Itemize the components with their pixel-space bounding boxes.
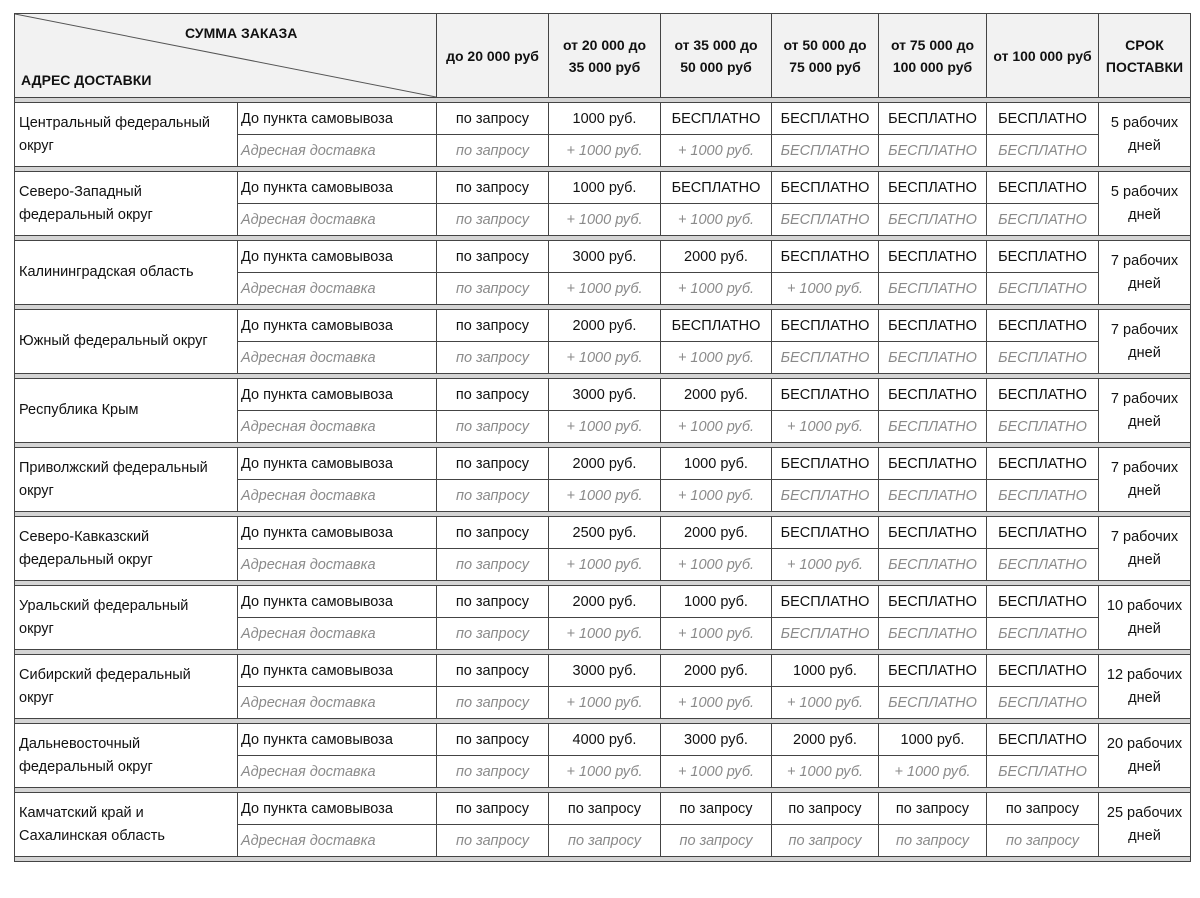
pickup-price-cell: по запросу	[437, 724, 549, 756]
column-header-line: от 75 000 до	[890, 36, 975, 53]
address-method-cell: Адресная доставка	[238, 480, 437, 512]
delivery-term-line: дней	[1128, 827, 1161, 844]
column-header-line: от 50 000 до	[783, 36, 867, 53]
region-name-line: Сибирский федеральный	[19, 666, 191, 683]
address-price-cell: БЕСПЛАТНО	[987, 480, 1099, 512]
address-price-cell: по запросу	[879, 825, 987, 857]
delivery-term-line: дней	[1128, 689, 1161, 706]
pickup-price-cell: 2000 руб.	[549, 586, 661, 618]
address-price-cell: + 1000 руб.	[661, 480, 772, 512]
region-cell	[15, 310, 238, 374]
delivery-term-cell	[1099, 655, 1191, 719]
pickup-price-cell: 2500 руб.	[549, 517, 661, 549]
address-method-cell: Адресная доставка	[238, 135, 437, 167]
address-price-cell: БЕСПЛАТНО	[879, 618, 987, 650]
address-price-cell: БЕСПЛАТНО	[987, 549, 1099, 581]
column-header-4	[879, 14, 987, 98]
delivery-term-line: дней	[1128, 275, 1161, 292]
pickup-price-cell: 1000 руб.	[549, 172, 661, 204]
address-price-cell: БЕСПЛАТНО	[987, 204, 1099, 236]
column-header-5	[987, 14, 1099, 98]
pickup-price-cell: по запросу	[661, 793, 772, 825]
pickup-method-cell: До пункта самовывоза	[238, 310, 437, 342]
pickup-price-cell: БЕСПЛАТНО	[987, 517, 1099, 549]
table-body	[15, 98, 1191, 862]
column-header-line: СРОК	[1125, 36, 1164, 53]
address-price-cell: по запросу	[437, 825, 549, 857]
table-row-pickup	[15, 379, 1191, 411]
address-method-cell: Адресная доставка	[238, 273, 437, 305]
table-row-pickup	[15, 586, 1191, 618]
address-price-cell: + 1000 руб.	[661, 549, 772, 581]
address-method-cell: Адресная доставка	[238, 825, 437, 857]
address-price-cell: + 1000 руб.	[772, 756, 879, 788]
pickup-price-cell: БЕСПЛАТНО	[772, 517, 879, 549]
address-price-cell: по запросу	[987, 825, 1099, 857]
pickup-price-cell: БЕСПЛАТНО	[772, 379, 879, 411]
pickup-price-cell: 2000 руб.	[661, 517, 772, 549]
separator-cell	[15, 857, 1191, 862]
pickup-price-cell: 2000 руб.	[772, 724, 879, 756]
address-price-cell: + 1000 руб.	[549, 342, 661, 374]
address-price-cell: + 1000 руб.	[549, 273, 661, 305]
pickup-price-cell: БЕСПЛАТНО	[879, 655, 987, 687]
table-row-pickup	[15, 448, 1191, 480]
address-price-cell: БЕСПЛАТНО	[987, 756, 1099, 788]
pickup-price-cell: 2000 руб.	[549, 310, 661, 342]
delivery-term-line: 20 рабочих	[1106, 735, 1183, 752]
delivery-term-cell	[1099, 448, 1191, 512]
delivery-term-line: дней	[1128, 620, 1161, 637]
pickup-price-cell: по запросу	[437, 310, 549, 342]
column-header-line: ПОСТАВКИ	[1105, 58, 1184, 75]
pickup-price-cell: 1000 руб.	[549, 103, 661, 135]
pickup-price-cell: 2000 руб.	[661, 241, 772, 273]
address-price-cell: БЕСПЛАТНО	[772, 480, 879, 512]
delivery-term-line: дней	[1128, 551, 1161, 568]
delivery-term-cell	[1099, 241, 1191, 305]
pickup-price-cell: БЕСПЛАТНО	[772, 448, 879, 480]
address-method-cell: Адресная доставка	[238, 618, 437, 650]
region-cell	[15, 103, 238, 167]
delivery-address-label: АДРЕС ДОСТАВКИ	[21, 72, 152, 88]
delivery-term-cell	[1099, 379, 1191, 443]
pickup-price-cell: БЕСПЛАТНО	[987, 379, 1099, 411]
pickup-price-cell: по запросу	[987, 793, 1099, 825]
address-price-cell: + 1000 руб.	[661, 273, 772, 305]
pickup-price-cell: 4000 руб.	[549, 724, 661, 756]
pickup-price-cell: 1000 руб.	[772, 655, 879, 687]
header-corner-cell	[15, 14, 437, 98]
region-cell	[15, 793, 238, 857]
pickup-method-cell: До пункта самовывоза	[238, 448, 437, 480]
region-name-line: Южный федеральный округ	[19, 333, 208, 349]
address-price-cell: + 1000 руб.	[772, 273, 879, 305]
address-price-cell: + 1000 руб.	[661, 756, 772, 788]
delivery-term-line: 7 рабочих	[1110, 459, 1179, 476]
region-name-line: округ	[19, 689, 54, 706]
pickup-method-cell: До пункта самовывоза	[238, 517, 437, 549]
region-name-line: федеральный округ	[19, 758, 153, 775]
pickup-price-cell: 1000 руб.	[661, 586, 772, 618]
header-row	[15, 14, 1191, 98]
delivery-term-line: 7 рабочих	[1110, 528, 1179, 545]
address-price-cell: + 1000 руб.	[549, 411, 661, 443]
pickup-price-cell: по запросу	[437, 448, 549, 480]
pickup-price-cell: 2000 руб.	[549, 448, 661, 480]
region-cell	[15, 241, 238, 305]
address-price-cell: по запросу	[437, 618, 549, 650]
address-price-cell: + 1000 руб.	[549, 687, 661, 719]
address-price-cell: БЕСПЛАТНО	[879, 342, 987, 374]
pickup-price-cell: БЕСПЛАТНО	[987, 586, 1099, 618]
address-price-cell: по запросу	[437, 480, 549, 512]
delivery-term-line: 10 рабочих	[1106, 597, 1183, 614]
column-header-line: от 20 000 до	[562, 36, 647, 53]
address-price-cell: + 1000 руб.	[661, 411, 772, 443]
region-name-line: Камчатский край и	[19, 804, 144, 821]
address-method-cell: Адресная доставка	[238, 204, 437, 236]
address-price-cell: по запросу	[437, 273, 549, 305]
region-cell	[15, 379, 238, 443]
address-price-cell: БЕСПЛАТНО	[987, 411, 1099, 443]
address-price-cell: БЕСПЛАТНО	[987, 273, 1099, 305]
pickup-method-cell: До пункта самовывоза	[238, 724, 437, 756]
region-name-line: округ	[19, 620, 54, 637]
delivery-term-cell	[1099, 310, 1191, 374]
region-name-line: Уральский федеральный	[19, 597, 189, 614]
region-cell	[15, 172, 238, 236]
region-cell	[15, 586, 238, 650]
pickup-price-cell: по запросу	[437, 172, 549, 204]
delivery-term-line: дней	[1128, 413, 1161, 430]
address-price-cell: БЕСПЛАТНО	[879, 687, 987, 719]
column-header-line: 35 000 руб	[568, 58, 641, 75]
table-row-pickup	[15, 310, 1191, 342]
delivery-term-line: дней	[1128, 344, 1161, 361]
pickup-price-cell: БЕСПЛАТНО	[879, 586, 987, 618]
pickup-price-cell: БЕСПЛАТНО	[987, 241, 1099, 273]
address-price-cell: БЕСПЛАТНО	[987, 618, 1099, 650]
address-price-cell: по запросу	[661, 825, 772, 857]
pickup-price-cell: по запросу	[437, 241, 549, 273]
address-method-cell: Адресная доставка	[238, 411, 437, 443]
address-price-cell: по запросу	[437, 687, 549, 719]
address-price-cell: + 1000 руб.	[549, 756, 661, 788]
address-price-cell: по запросу	[772, 825, 879, 857]
delivery-term-line: 7 рабочих	[1110, 390, 1179, 407]
address-price-cell: + 1000 руб.	[549, 549, 661, 581]
address-price-cell: + 1000 руб.	[772, 411, 879, 443]
address-price-cell: БЕСПЛАТНО	[772, 342, 879, 374]
pickup-price-cell: по запросу	[437, 655, 549, 687]
delivery-term-line: дней	[1128, 137, 1161, 154]
address-price-cell: + 1000 руб.	[661, 618, 772, 650]
pickup-price-cell: по запросу	[549, 793, 661, 825]
column-header-1	[549, 14, 661, 98]
region-name-line: федеральный округ	[19, 206, 153, 223]
address-price-cell: + 1000 руб.	[549, 204, 661, 236]
pickup-price-cell: по запросу	[772, 793, 879, 825]
address-price-cell: по запросу	[437, 204, 549, 236]
address-price-cell: + 1000 руб.	[661, 687, 772, 719]
region-name-line: Северо-Кавказский	[19, 528, 150, 545]
address-price-cell: БЕСПЛАТНО	[987, 135, 1099, 167]
pickup-price-cell: по запросу	[437, 586, 549, 618]
delivery-price-table-container	[14, 13, 1190, 862]
address-price-cell: по запросу	[437, 135, 549, 167]
address-price-cell: БЕСПЛАТНО	[772, 135, 879, 167]
pickup-method-cell: До пункта самовывоза	[238, 586, 437, 618]
delivery-term-line: 5 рабочих	[1110, 183, 1179, 200]
pickup-price-cell: по запросу	[437, 793, 549, 825]
address-price-cell: + 1000 руб.	[549, 135, 661, 167]
delivery-term-line: 12 рабочих	[1106, 666, 1183, 683]
address-price-cell: БЕСПЛАТНО	[879, 273, 987, 305]
region-name-line: Северо-Западный	[19, 183, 142, 200]
pickup-price-cell: 2000 руб.	[661, 655, 772, 687]
table-row-pickup	[15, 517, 1191, 549]
pickup-price-cell: по запросу	[437, 379, 549, 411]
order-sum-label: СУММА ЗАКАЗА	[185, 25, 298, 41]
pickup-price-cell: по запросу	[437, 517, 549, 549]
pickup-price-cell: БЕСПЛАТНО	[987, 448, 1099, 480]
column-header-line: 50 000 руб	[680, 58, 752, 75]
address-price-cell: БЕСПЛАТНО	[772, 618, 879, 650]
pickup-price-cell: 1000 руб.	[661, 448, 772, 480]
column-header-line: от 35 000 до	[674, 36, 758, 53]
pickup-price-cell: БЕСПЛАТНО	[879, 310, 987, 342]
pickup-price-cell: 2000 руб.	[661, 379, 772, 411]
column-header-3	[772, 14, 879, 98]
address-price-cell: БЕСПЛАТНО	[987, 342, 1099, 374]
address-method-cell: Адресная доставка	[238, 549, 437, 581]
column-header-line: 100 000 руб	[892, 58, 973, 75]
region-name-line: Сахалинская область	[19, 827, 165, 844]
pickup-price-cell: БЕСПЛАТНО	[772, 172, 879, 204]
pickup-price-cell: БЕСПЛАТНО	[879, 172, 987, 204]
address-price-cell: БЕСПЛАТНО	[987, 687, 1099, 719]
table-row-pickup	[15, 103, 1191, 135]
pickup-price-cell: БЕСПЛАТНО	[987, 310, 1099, 342]
pickup-price-cell: 3000 руб.	[549, 379, 661, 411]
pickup-method-cell: До пункта самовывоза	[238, 655, 437, 687]
column-header-line: от 100 000 руб	[993, 47, 1092, 64]
address-price-cell: + 1000 руб.	[879, 756, 987, 788]
delivery-term-line: дней	[1128, 758, 1161, 775]
pickup-price-cell: БЕСПЛАТНО	[987, 724, 1099, 756]
region-name-line: Центральный федеральный	[19, 114, 211, 131]
region-name-line: округ	[19, 137, 54, 154]
pickup-method-cell: До пункта самовывоза	[238, 241, 437, 273]
pickup-price-cell: БЕСПЛАТНО	[987, 172, 1099, 204]
delivery-term-line: 7 рабочих	[1110, 252, 1179, 269]
pickup-price-cell: по запросу	[879, 793, 987, 825]
table-row-pickup	[15, 724, 1191, 756]
address-price-cell: БЕСПЛАТНО	[879, 204, 987, 236]
pickup-price-cell: БЕСПЛАТНО	[987, 103, 1099, 135]
delivery-term-cell	[1099, 586, 1191, 650]
region-name-line: Республика Крым	[19, 402, 139, 418]
column-header-line: до 20 000 руб	[446, 47, 539, 64]
address-price-cell: БЕСПЛАТНО	[879, 549, 987, 581]
address-price-cell: + 1000 руб.	[549, 480, 661, 512]
table-row-pickup	[15, 241, 1191, 273]
region-name-line: федеральный округ	[19, 551, 153, 568]
column-header-2	[661, 14, 772, 98]
address-method-cell: Адресная доставка	[238, 687, 437, 719]
region-name-line: Калининградская область	[19, 264, 194, 280]
pickup-price-cell: 3000 руб.	[661, 724, 772, 756]
pickup-price-cell: БЕСПЛАТНО	[661, 310, 772, 342]
region-name-line: Дальневосточный	[19, 735, 141, 752]
pickup-price-cell: БЕСПЛАТНО	[772, 103, 879, 135]
pickup-price-cell: по запросу	[437, 103, 549, 135]
delivery-term-line: 5 рабочих	[1110, 114, 1179, 131]
column-header-line: 75 000 руб	[789, 58, 861, 75]
address-price-cell: БЕСПЛАТНО	[772, 204, 879, 236]
address-price-cell: + 1000 руб.	[772, 687, 879, 719]
address-price-cell: по запросу	[437, 756, 549, 788]
address-price-cell: БЕСПЛАТНО	[879, 411, 987, 443]
region-name-line: Приволжский федеральный	[19, 459, 208, 476]
pickup-price-cell: БЕСПЛАТНО	[772, 241, 879, 273]
delivery-term-line: 25 рабочих	[1106, 804, 1183, 821]
pickup-price-cell: БЕСПЛАТНО	[879, 379, 987, 411]
address-price-cell: + 1000 руб.	[661, 204, 772, 236]
delivery-term-cell	[1099, 724, 1191, 788]
address-method-cell: Адресная доставка	[238, 756, 437, 788]
delivery-term-line: 7 рабочих	[1110, 321, 1179, 338]
row-separator	[15, 857, 1191, 862]
delivery-term-cell	[1099, 103, 1191, 167]
address-method-cell: Адресная доставка	[238, 342, 437, 374]
column-header-0	[437, 14, 549, 98]
pickup-price-cell: БЕСПЛАТНО	[987, 655, 1099, 687]
table-row-pickup	[15, 793, 1191, 825]
address-price-cell: по запросу	[549, 825, 661, 857]
column-header-term	[1099, 14, 1191, 98]
delivery-price-table	[14, 13, 1191, 862]
table-row-pickup	[15, 655, 1191, 687]
region-name-line: округ	[19, 482, 54, 499]
address-price-cell: + 1000 руб.	[661, 135, 772, 167]
address-price-cell: + 1000 руб.	[661, 342, 772, 374]
pickup-method-cell: До пункта самовывоза	[238, 379, 437, 411]
pickup-price-cell: БЕСПЛАТНО	[772, 586, 879, 618]
pickup-price-cell: БЕСПЛАТНО	[879, 517, 987, 549]
pickup-price-cell: БЕСПЛАТНО	[772, 310, 879, 342]
pickup-price-cell: 3000 руб.	[549, 655, 661, 687]
address-price-cell: БЕСПЛАТНО	[879, 480, 987, 512]
region-cell	[15, 448, 238, 512]
address-price-cell: по запросу	[437, 549, 549, 581]
delivery-term-line: дней	[1128, 482, 1161, 499]
pickup-price-cell: 1000 руб.	[879, 724, 987, 756]
pickup-price-cell: БЕСПЛАТНО	[661, 172, 772, 204]
address-price-cell: + 1000 руб.	[772, 549, 879, 581]
address-price-cell: + 1000 руб.	[549, 618, 661, 650]
pickup-price-cell: БЕСПЛАТНО	[661, 103, 772, 135]
region-cell	[15, 517, 238, 581]
delivery-term-cell	[1099, 172, 1191, 236]
region-cell	[15, 724, 238, 788]
delivery-term-cell	[1099, 793, 1191, 857]
pickup-price-cell: БЕСПЛАТНО	[879, 103, 987, 135]
pickup-method-cell: До пункта самовывоза	[238, 793, 437, 825]
pickup-method-cell: До пункта самовывоза	[238, 172, 437, 204]
region-cell	[15, 655, 238, 719]
address-price-cell: БЕСПЛАТНО	[879, 135, 987, 167]
pickup-price-cell: БЕСПЛАТНО	[879, 241, 987, 273]
pickup-method-cell: До пункта самовывоза	[238, 103, 437, 135]
table-row-pickup	[15, 172, 1191, 204]
pickup-price-cell: 3000 руб.	[549, 241, 661, 273]
delivery-term-cell	[1099, 517, 1191, 581]
address-price-cell: по запросу	[437, 411, 549, 443]
address-price-cell: по запросу	[437, 342, 549, 374]
delivery-term-line: дней	[1128, 206, 1161, 223]
pickup-price-cell: БЕСПЛАТНО	[879, 448, 987, 480]
